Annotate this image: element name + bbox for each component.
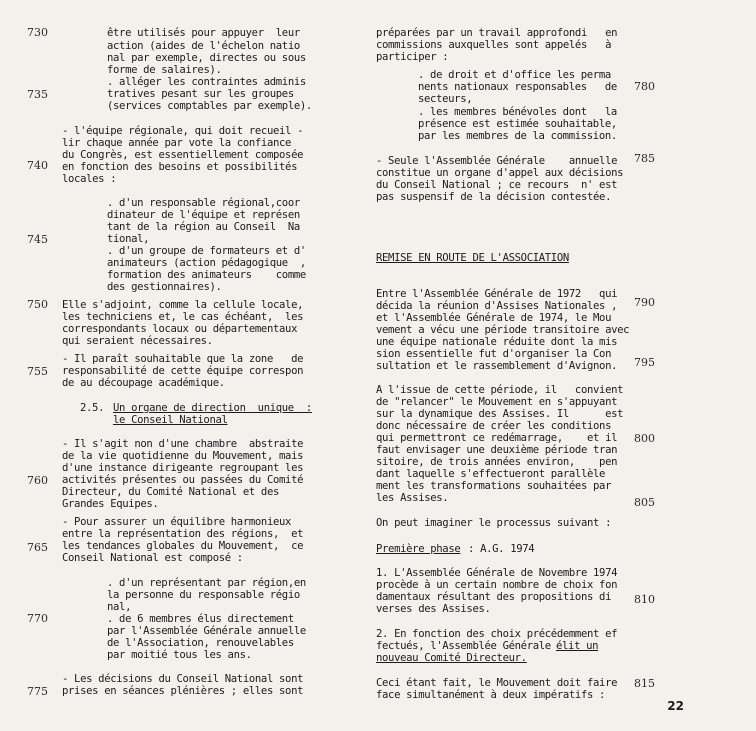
text-line: dinateur de l'équipe et représen [107,209,300,221]
phase-heading: Première phase [376,543,461,555]
text-line: animateurs (action pédagogique , [107,257,306,269]
text-line: . d'un responsable régional,coor [107,197,300,209]
text-line: - Il paraît souhaitable que la zone de [62,353,304,365]
text-line: 2. En fonction des choix précédemment ef [376,628,618,640]
text-line: On peut imaginer le processus suivant : [376,517,612,529]
text-line: Directeur, du Comité National et des [62,486,280,498]
text-line: décida la réunion d'Assises Nationales , [376,300,618,312]
text-line: fectués, l'Assemblée Générale [376,640,557,652]
text-line: A l'issue de cette période, il convient [376,384,624,396]
text-line: pas suspensif de la décision contestée. [376,191,612,203]
text-line: de "relancer" le Mouvement en s'appuyant [376,396,618,408]
text-line: Entre l'Assemblée Générale de 1972 qui [376,288,618,300]
text-line: Grandes Equipes. [62,498,159,510]
text-line: en fonction des besoins et possibilités [62,161,298,173]
line-number: 790 [634,296,655,309]
text-line: des gestionnaires). [107,281,222,293]
text-line: entre la représentation des régions, et [62,528,304,540]
text-line: par moitié tous les ans. [107,649,252,661]
text-line: Ceci étant fait, le Mouvement doit faire [376,677,618,689]
text-line: - Il s'agit non d'une chambre abstraite [62,438,304,450]
text-line: procède à un certain nombre de choix fon [376,579,618,591]
text-line: et l'Assemblée Générale de 1974, le Mou [376,312,612,324]
section-heading: le Conseil National [113,414,228,426]
text-line: . de 6 membres élus directement [107,613,294,625]
phase-heading-suffix: : A.G. 1974 [462,543,535,555]
text-line: responsabilité de cette équipe correspon [62,365,304,377]
line-number: 760 [27,474,48,487]
line-number: 770 [27,612,48,625]
line-number: 745 [27,233,48,246]
text-line: tant de la région au Conseil Na [107,221,300,233]
text-line: les Assises. [376,492,449,504]
text-line: lir chaque année par vote la confiance [62,137,292,149]
text-line: nents nationaux responsables de [418,81,617,93]
text-line: faut envisager une deuxième période tran [376,444,618,456]
text-line: . alléger les contraintes adminis [107,76,306,88]
text-line: préparées par un travail approfondi en [376,27,618,39]
line-number: 740 [27,159,48,172]
text-line: formation des animateurs comme [107,269,306,281]
text-line: par les membres de la commission. [418,130,617,142]
line-number: 730 [27,26,48,39]
section-heading: REMISE EN ROUTE DE L'ASSOCIATION [376,252,569,264]
text-line: constitue un organe d'appel aux décisions [376,167,624,179]
text-line: de au découpage académique. [62,377,225,389]
text-line: 1. L'Assemblée Générale de Novembre 1974 [376,567,618,579]
text-line: verses des Assises. [376,603,491,615]
line-number: 780 [634,80,655,93]
text-line: du Conseil National ; ce recours n' est [376,179,618,191]
line-number: 775 [27,685,48,698]
text-line: les tendances globales du Mouvement, ce [62,540,304,552]
text-line: damentaux résultant des propositions di [376,591,612,603]
text-line: action (aides de l'échelon natio [107,40,300,52]
text-line: présence est estimée souhaitable, [418,118,617,130]
line-number: 765 [27,541,48,554]
text-line: tional, [107,233,150,245]
text-line: qui permettront ce redémarrage, et il [376,432,618,444]
text-line: par l'Assemblée Générale annuelle [107,625,306,637]
text-line: tratives pesant sur les groupes [107,88,294,100]
text-line: vement a vécu une période transitoire avec [376,324,630,336]
text-line: commissions auxquelles sont appelés à [376,39,612,51]
text-line: forme de salaires). [107,64,222,76]
text-line: - Seule l'Assemblée Générale annuelle [376,155,618,167]
text-line: qui seraient nécessaires. [62,335,213,347]
underlined-text: élit un [556,640,599,652]
text-line: être utilisés pour appuyer leur [107,27,300,39]
line-number: 750 [27,298,48,311]
page-number: 22 [667,699,684,713]
text-line: correspondants locaux ou départementaux [62,323,298,335]
section-heading: Un organe de direction unique : [113,402,312,414]
text-line: sur la dynamique des Assises. Il est [376,408,624,420]
text-line: . d'un groupe de formateurs et d' [107,245,306,257]
line-number: 810 [634,593,655,606]
line-number: 735 [27,88,48,101]
text-line: nal par exemple, directes ou sous [107,52,306,64]
text-line: les techniciens et, le cas échéant, les [62,311,304,323]
text-line: face simultanément à deux impératifs : [376,689,606,701]
line-number: 805 [634,496,655,509]
text-line: nal, [107,601,132,613]
text-line: (services comptables par exemple). [107,100,312,112]
text-line: - Les décisions du Conseil National sont [62,673,304,685]
text-line: secteurs, [418,93,473,105]
text-line: une équipe nationale réduite dont la mis [376,336,618,348]
text-line: la personne du responsable régio [107,589,300,601]
section-number: 2.5. [80,402,105,414]
underlined-text: nouveau Comité Directeur. [376,652,527,664]
text-line: Conseil National est composé : [62,552,243,564]
text-line: d'une instance dirigeante regroupant les [62,462,304,474]
text-line: du Congrès, est essentiellement composée [62,149,304,161]
text-line: sion essentielle fut d'organiser la Con [376,348,612,360]
text-line: ment les transformations souhaitées par [376,480,612,492]
text-line: . les membres bénévoles dont la [418,106,617,118]
line-number: 795 [634,356,655,369]
text-line: Elle s'adjoint, comme la cellule locale, [62,299,304,311]
text-line: - l'équipe régionale, qui doit recueil - [62,125,304,137]
text-line: participer : [376,51,449,63]
text-line: de la vie quotidienne du Mouvement, mais [62,450,304,462]
text-line: donc nécessaire de créer les conditions [376,420,612,432]
line-number: 755 [27,365,48,378]
text-line: - Pour assurer un équilibre harmonieux [62,516,292,528]
text-line: de l'Association, renouvelables [107,637,294,649]
line-number: 815 [634,677,655,690]
text-line: sitoire, de trois années environ, pen [376,456,618,468]
text-line: activités présentes ou passées du Comité [62,474,304,486]
text-line: locales : [62,173,117,185]
text-line: dant laquelle s'effectueront parallèle [376,468,606,480]
line-number: 800 [634,432,655,445]
text-line: sultation et le rassemblement d'Avignon. [376,360,618,372]
text-line: . d'un représentant par région,en [107,577,306,589]
text-line: . de droit et d'office les perma [418,69,611,81]
text-line: prises en séances plénières ; elles sont [62,685,304,697]
line-number: 785 [634,152,655,165]
